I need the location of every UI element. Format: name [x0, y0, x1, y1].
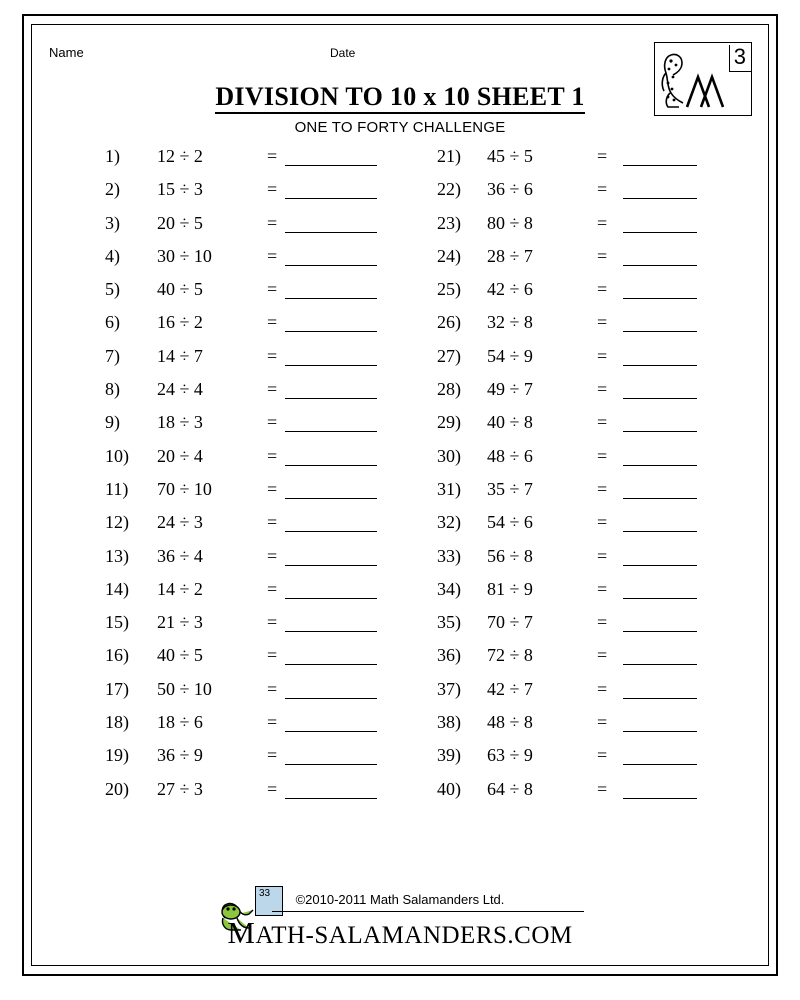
question-expression: 56 ÷ 8 [487, 545, 533, 566]
answer-blank[interactable] [623, 498, 697, 499]
equals-sign: = [267, 645, 278, 666]
equals-sign: = [597, 545, 608, 566]
question-number: 29) [437, 412, 461, 433]
question-number: 25) [437, 279, 461, 300]
answer-blank[interactable] [623, 698, 697, 699]
question-number: 11) [105, 478, 129, 499]
question-number: 38) [437, 712, 461, 733]
question-expression: 40 ÷ 5 [157, 645, 203, 666]
question-expression: 48 ÷ 6 [487, 445, 533, 466]
answer-blank[interactable] [623, 298, 697, 299]
equals-sign: = [597, 212, 608, 233]
question-expression: 54 ÷ 9 [487, 345, 533, 366]
equals-sign: = [597, 678, 608, 699]
equals-sign: = [597, 578, 608, 599]
question-expression: 12 ÷ 2 [157, 146, 203, 166]
equals-sign: = [597, 478, 608, 499]
question-expression: 80 ÷ 8 [487, 212, 533, 233]
question-expression: 24 ÷ 4 [157, 379, 203, 400]
equals-sign: = [267, 345, 278, 366]
footer-divider [272, 911, 584, 912]
question-number: 17) [105, 678, 129, 699]
equals-sign: = [597, 778, 608, 799]
question-number: 18) [105, 712, 129, 733]
equals-sign: = [597, 179, 608, 200]
equals-sign: = [597, 645, 608, 666]
question-expression: 36 ÷ 9 [157, 745, 203, 766]
question-number: 22) [437, 179, 461, 200]
question-number: 33) [437, 545, 461, 566]
question-expression: 27 ÷ 3 [157, 778, 203, 799]
question-number: 30) [437, 445, 461, 466]
equals-sign: = [597, 745, 608, 766]
question-number: 15) [105, 612, 129, 633]
answer-blank[interactable] [623, 365, 697, 366]
answer-blank[interactable] [623, 331, 697, 332]
answer-blank[interactable] [285, 465, 377, 466]
equals-sign: = [267, 678, 278, 699]
page-title [0, 82, 800, 112]
question-expression: 20 ÷ 5 [157, 212, 203, 233]
question-expression: 15 ÷ 3 [157, 179, 203, 200]
question-expression: 36 ÷ 4 [157, 545, 203, 566]
question-number: 21) [437, 146, 461, 166]
equals-sign: = [267, 212, 278, 233]
equals-sign: = [267, 745, 278, 766]
question-number: 14) [105, 578, 129, 599]
question-number: 10) [105, 445, 129, 466]
answer-blank[interactable] [623, 465, 697, 466]
answer-blank[interactable] [623, 165, 697, 166]
question-expression: 70 ÷ 10 [157, 478, 212, 499]
question-expression: 21 ÷ 3 [157, 612, 203, 633]
question-expression: 50 ÷ 10 [157, 678, 212, 699]
answer-blank[interactable] [623, 198, 697, 199]
logo-divider-vertical [729, 45, 730, 71]
equals-sign: = [267, 412, 278, 433]
website-wordmark[interactable] [0, 915, 800, 951]
answer-blank[interactable] [623, 398, 697, 399]
answer-blank[interactable] [285, 365, 377, 366]
question-number: 40) [437, 778, 461, 799]
question-number: 5) [105, 279, 120, 300]
answer-blank[interactable] [623, 431, 697, 432]
answer-blank[interactable] [623, 565, 697, 566]
answer-blank[interactable] [285, 331, 377, 332]
answer-blank[interactable] [623, 631, 697, 632]
answer-blank[interactable] [285, 664, 377, 665]
equals-sign: = [267, 712, 278, 733]
question-expression: 36 ÷ 6 [487, 179, 533, 200]
answer-blank[interactable] [285, 198, 377, 199]
question-expression: 40 ÷ 8 [487, 412, 533, 433]
question-expression: 28 ÷ 7 [487, 245, 533, 266]
question-number: 8) [105, 379, 120, 400]
question-expression: 35 ÷ 7 [487, 478, 533, 499]
answer-blank[interactable] [285, 531, 377, 532]
answer-blank[interactable] [623, 265, 697, 266]
question-number: 12) [105, 512, 129, 533]
question-number: 20) [105, 778, 129, 799]
answer-blank[interactable] [285, 631, 377, 632]
question-expression: 42 ÷ 7 [487, 678, 533, 699]
question-number: 4) [105, 245, 120, 266]
question-number: 37) [437, 678, 461, 699]
question-number: 9) [105, 412, 120, 433]
question-expression: 70 ÷ 7 [487, 612, 533, 633]
question-expression: 45 ÷ 5 [487, 146, 533, 166]
equals-sign: = [597, 245, 608, 266]
answer-blank[interactable] [623, 664, 697, 665]
question-number: 3) [105, 212, 120, 233]
question-expression: 18 ÷ 3 [157, 412, 203, 433]
question-number: 35) [437, 612, 461, 633]
answer-blank[interactable] [623, 232, 697, 233]
answer-blank[interactable] [285, 764, 377, 765]
equals-sign: = [267, 512, 278, 533]
equals-sign: = [267, 445, 278, 466]
answer-blank[interactable] [285, 798, 377, 799]
equals-sign: = [597, 512, 608, 533]
equals-sign: = [597, 279, 608, 300]
question-number: 23) [437, 212, 461, 233]
answer-blank[interactable] [285, 565, 377, 566]
question-number: 27) [437, 345, 461, 366]
answer-blank[interactable] [285, 498, 377, 499]
question-expression: 40 ÷ 5 [157, 279, 203, 300]
equals-sign: = [267, 612, 278, 633]
answer-blank[interactable] [623, 531, 697, 532]
answer-blank[interactable] [285, 265, 377, 266]
sheet-level-number: 3 [733, 44, 746, 69]
answer-blank[interactable] [285, 698, 377, 699]
answer-blank[interactable] [623, 764, 697, 765]
question-number: 28) [437, 379, 461, 400]
question-number: 19) [105, 745, 129, 766]
equals-sign: = [267, 245, 278, 266]
answer-blank[interactable] [285, 731, 377, 732]
equals-sign: = [267, 279, 278, 300]
answer-blank[interactable] [285, 431, 377, 432]
mascot-card-text: 33 [259, 888, 271, 899]
answer-blank[interactable] [285, 298, 377, 299]
equals-sign: = [267, 179, 278, 200]
question-expression: 16 ÷ 2 [157, 312, 203, 333]
question-expression: 42 ÷ 6 [487, 279, 533, 300]
question-number: 31) [437, 478, 461, 499]
date-field-label: Date [330, 46, 356, 60]
answer-blank[interactable] [623, 731, 697, 732]
page-title-text: DIVISION TO 10 x 10 SHEET 1 [215, 82, 584, 114]
question-number: 24) [437, 245, 461, 266]
question-number: 39) [437, 745, 461, 766]
equals-sign: = [597, 379, 608, 400]
equals-sign: = [267, 146, 278, 166]
question-expression: 20 ÷ 4 [157, 445, 203, 466]
question-number: 7) [105, 345, 120, 366]
answer-blank[interactable] [623, 798, 697, 799]
equals-sign: = [267, 478, 278, 499]
answer-blank[interactable] [285, 398, 377, 399]
page-subtitle: ONE TO FORTY CHALLENGE [294, 119, 506, 136]
question-number: 1) [105, 146, 120, 166]
equals-sign: = [597, 345, 608, 366]
question-number: 13) [105, 545, 129, 566]
copyright-text: ©2010-2011 Math Salamanders Ltd. [295, 892, 505, 907]
question-expression: 49 ÷ 7 [487, 379, 533, 400]
question-expression: 63 ÷ 9 [487, 745, 533, 766]
answer-blank[interactable] [285, 598, 377, 599]
equals-sign: = [597, 612, 608, 633]
question-expression: 14 ÷ 2 [157, 578, 203, 599]
question-expression: 64 ÷ 8 [487, 778, 533, 799]
equals-sign: = [597, 412, 608, 433]
question-expression: 14 ÷ 7 [157, 345, 203, 366]
question-expression: 18 ÷ 6 [157, 712, 203, 733]
website-wordmark-rest: ATH-SALAMANDERS.COM [255, 922, 573, 949]
question-expression: 72 ÷ 8 [487, 645, 533, 666]
question-number: 32) [437, 512, 461, 533]
question-number: 34) [437, 578, 461, 599]
question-number: 2) [105, 179, 120, 200]
equals-sign: = [267, 545, 278, 566]
equals-sign: = [267, 578, 278, 599]
equals-sign: = [597, 146, 608, 166]
question-expression: 24 ÷ 3 [157, 512, 203, 533]
equals-sign: = [597, 312, 608, 333]
question-number: 6) [105, 312, 120, 333]
name-field-label: Name [49, 45, 84, 60]
question-expression: 48 ÷ 8 [487, 712, 533, 733]
website-wordmark-initial: M [227, 915, 256, 950]
question-expression: 81 ÷ 9 [487, 578, 533, 599]
question-number: 36) [437, 645, 461, 666]
equals-sign: = [597, 445, 608, 466]
answer-blank[interactable] [285, 165, 377, 166]
equals-sign: = [597, 712, 608, 733]
question-number: 26) [437, 312, 461, 333]
equals-sign: = [267, 778, 278, 799]
equals-sign: = [267, 312, 278, 333]
question-expression: 32 ÷ 8 [487, 312, 533, 333]
equals-sign: = [267, 379, 278, 400]
question-number: 16) [105, 645, 129, 666]
logo-divider-horizontal [729, 71, 752, 72]
question-expression: 30 ÷ 10 [157, 245, 212, 266]
answer-blank[interactable] [285, 232, 377, 233]
question-expression: 54 ÷ 6 [487, 512, 533, 533]
answer-blank[interactable] [623, 598, 697, 599]
